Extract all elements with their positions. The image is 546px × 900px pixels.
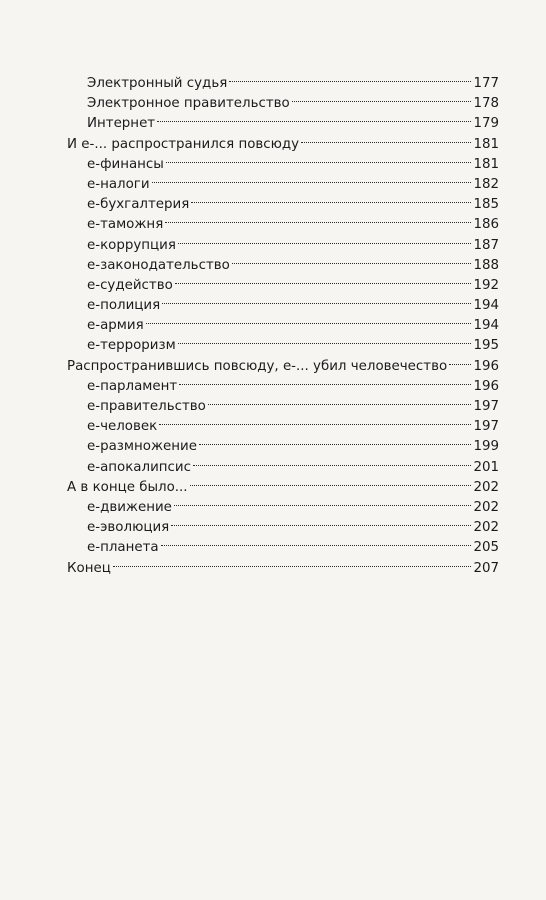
dot-leader (292, 81, 472, 102)
toc-entry-title: Конец (67, 560, 111, 576)
dot-leader (157, 101, 471, 122)
dot-leader (178, 223, 472, 244)
toc-entry-title: е-движение (87, 499, 172, 515)
dot-leader (179, 364, 471, 385)
toc-entry-title: е-терроризм (87, 338, 176, 354)
toc-entry-page: 205 (473, 540, 499, 556)
toc-entry-page: 177 (473, 76, 499, 91)
toc-entry-title: е-бухгалтерия (87, 197, 190, 213)
toc-entry-title: е-размножение (87, 439, 197, 455)
toc-entry-title: е-эволюция (87, 520, 170, 536)
toc-entry-title: е-судейство (87, 277, 173, 293)
toc-entry-title: е-полиция (87, 298, 161, 314)
dot-leader (193, 445, 471, 466)
toc-entry-title: е-апокалипсис (87, 459, 191, 475)
toc-entry-page: 207 (473, 560, 499, 576)
toc-entry-title: А в конце было... (67, 479, 188, 495)
toc-entry-title: е-планета (87, 540, 159, 556)
toc-entry-page: 192 (473, 277, 499, 293)
dot-leader (301, 122, 471, 143)
dot-leader (191, 182, 471, 203)
toc-entry-title: Электронный судья (87, 76, 228, 91)
toc-entry-page: 179 (473, 116, 499, 132)
dot-leader (232, 243, 472, 264)
dot-leader (190, 465, 472, 486)
toc-entry-page: 181 (473, 156, 499, 172)
toc-entry-title: е-финансы (87, 156, 164, 172)
toc-entry-title: е-налоги (87, 176, 150, 192)
toc-section-entry (67, 551, 499, 576)
dot-leader (175, 263, 472, 284)
toc-entry-page: 202 (473, 499, 499, 515)
toc-entry-page: 182 (473, 176, 499, 192)
dot-leader (166, 142, 472, 163)
toc-entry-page: 197 (473, 419, 499, 435)
toc-entry-page: 197 (473, 399, 499, 414)
toc-entry-title: е-парламент (87, 378, 178, 394)
toc-entry-title: е-армия (87, 318, 144, 334)
toc-entry-title: Распространившись повсюду, е-... убил человечество (67, 358, 448, 374)
toc-entry-page: 187 (473, 237, 499, 253)
dot-leader (171, 505, 471, 526)
toc-entry-title: Электронное правительство (87, 96, 290, 112)
toc-entry-title: И е-... распространился повсюду (67, 136, 300, 152)
toc-entry-page: 188 (473, 257, 499, 273)
dot-leader (178, 323, 472, 344)
toc-entry-page: 186 (473, 217, 499, 233)
toc-entry-page: 196 (473, 378, 499, 394)
dot-leader (229, 61, 471, 82)
toc-entry-title: Интернет (87, 116, 156, 132)
toc-entry-title: е-коррупция (87, 237, 176, 253)
dot-leader (208, 384, 472, 405)
dot-leader (449, 344, 471, 365)
toc-entry-page: 199 (473, 439, 499, 455)
table-of-contents (67, 66, 499, 576)
toc-entry-page: 194 (473, 298, 499, 314)
toc-entry-title: е-таможня (87, 217, 164, 233)
dot-leader (199, 424, 471, 445)
toc-entry-page: 194 (473, 318, 499, 334)
dot-leader (159, 404, 471, 425)
toc-entry-page: 202 (473, 479, 499, 495)
toc-entry-page: 181 (473, 136, 499, 152)
toc-entry-title: е-правительство (87, 399, 206, 414)
toc-entry-page: 201 (473, 459, 499, 475)
dot-leader (161, 525, 472, 546)
dot-leader (113, 546, 472, 567)
toc-entry-page: 185 (473, 197, 499, 213)
dot-leader (146, 303, 472, 324)
toc-entry-title: е-законодательство (87, 257, 230, 273)
dot-leader (152, 162, 472, 183)
dot-leader (174, 485, 472, 506)
toc-entry-page: 178 (473, 96, 499, 112)
toc-entry-title: е-человек (87, 419, 158, 435)
toc-entry-page: 196 (473, 358, 499, 374)
toc-entry-page: 195 (473, 338, 499, 354)
dot-leader (162, 283, 471, 304)
toc-entry-page: 202 (473, 520, 499, 536)
dot-leader (165, 202, 471, 223)
